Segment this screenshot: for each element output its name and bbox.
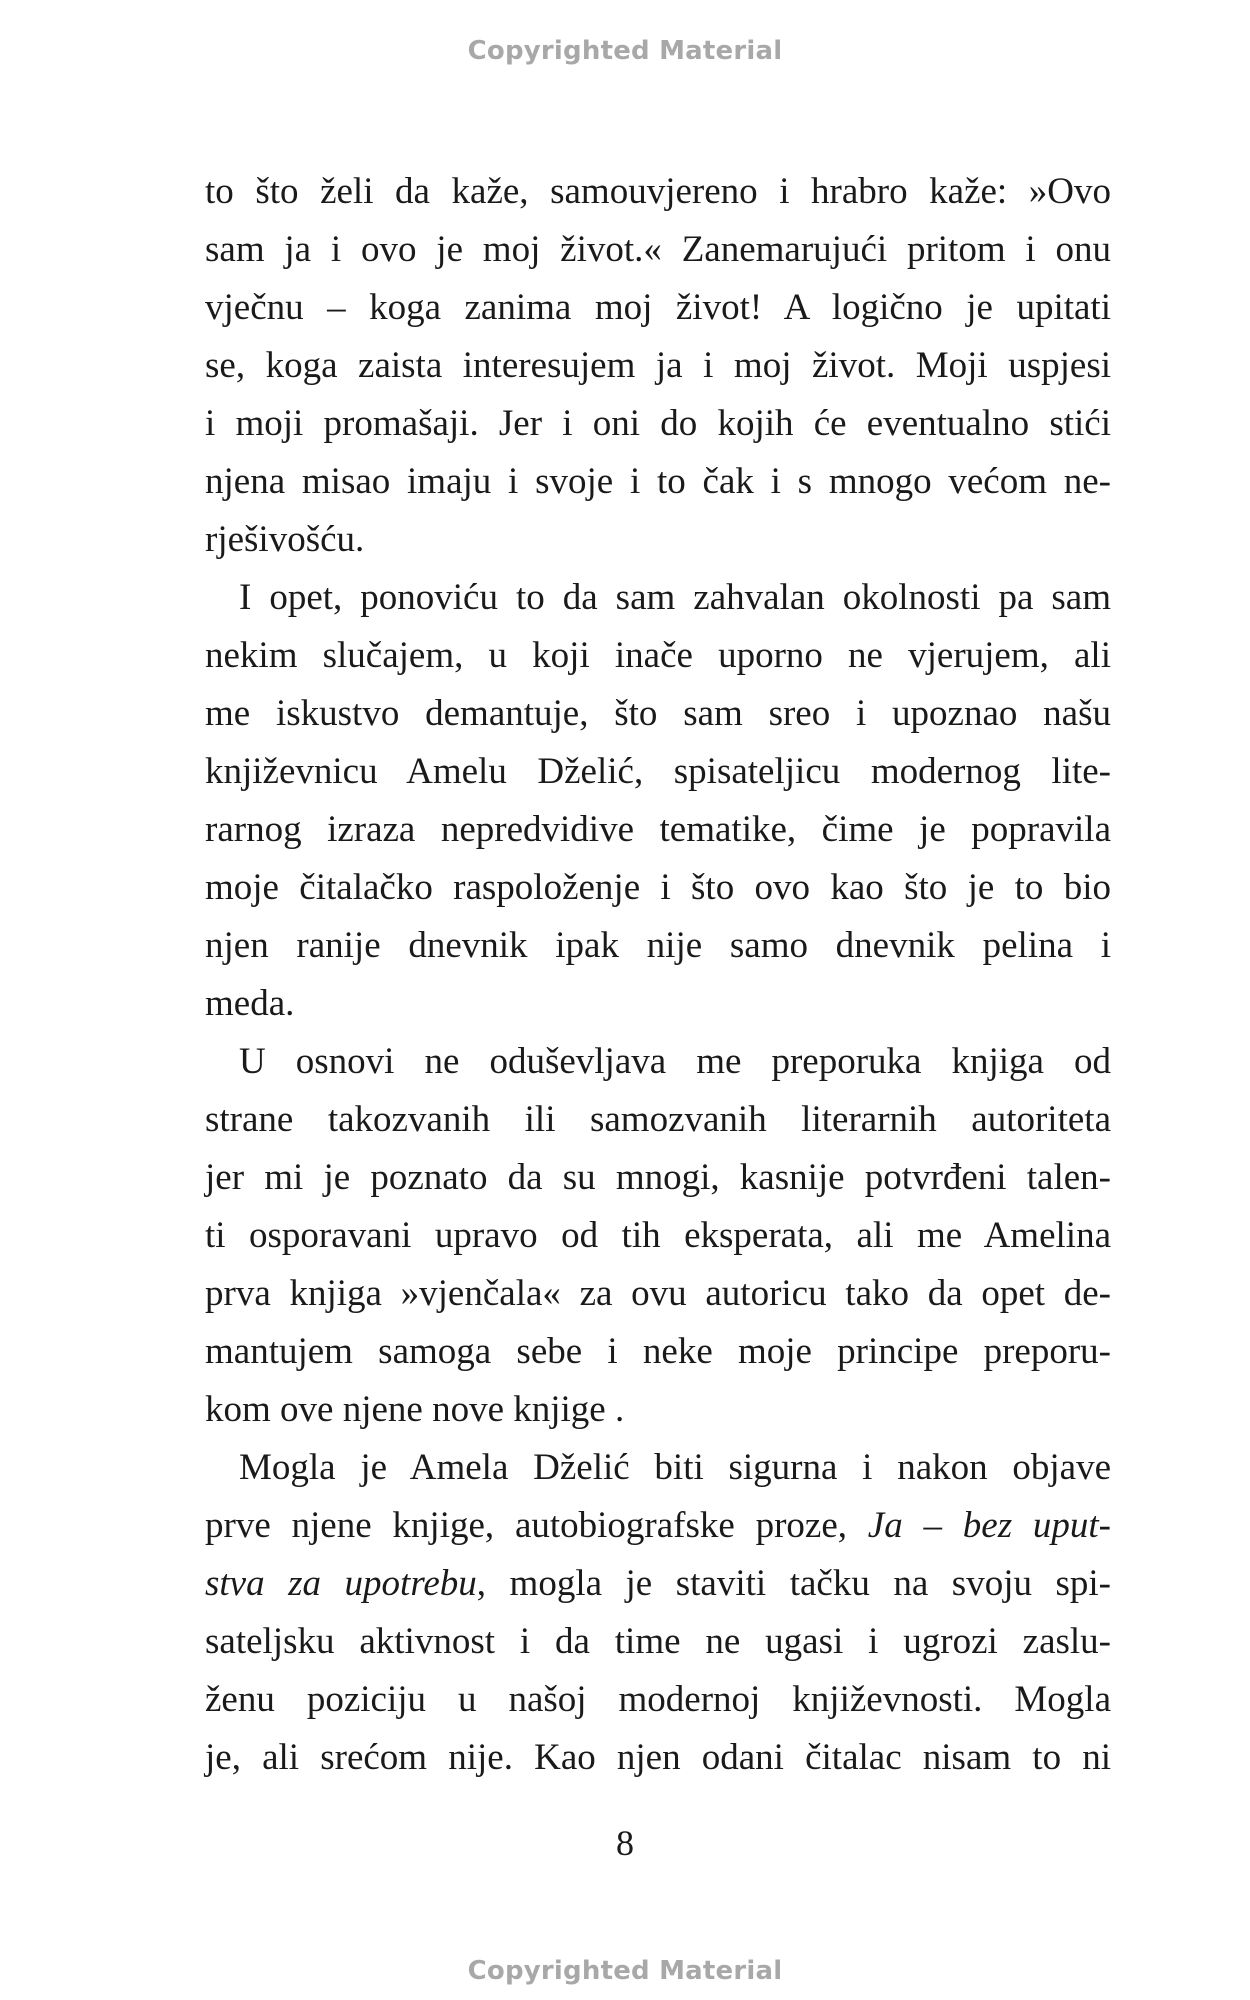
- text-line: se, koga zaista interesujem ja i moj život. Moji uspjesi: [205, 345, 1111, 386]
- text-line: ženu poziciju u našoj modernoj književnosti. Mogla: [205, 1679, 1111, 1720]
- text-line: to što želi da kaže, samouvjereno i hrabro kaže: »Ovo: [205, 171, 1111, 212]
- text-line: prva knjiga »vjenčala« za ovu autoricu tako da opet de-: [205, 1273, 1111, 1314]
- text-line: [205, 1555, 1111, 1613]
- text-fragment: , mogla je staviti tačku na svoju spi-: [476, 1563, 1111, 1604]
- text-line: rješivošću.: [205, 519, 365, 560]
- text-line: njena misao imaju i svoje i to čak i s mnogo većom ne-: [205, 461, 1111, 502]
- text-line: meda.: [205, 983, 295, 1024]
- book-page-text: [205, 163, 1111, 1787]
- text-line: je, ali srećom nije. Kao njen odani čitalac nisam to ni: [205, 1737, 1111, 1778]
- text-line: I opet, ponoviću to da sam zahvalan okolnosti pa sam: [239, 577, 1111, 618]
- text-line: strane takozvanih ili samozvanih literarnih autoriteta: [205, 1099, 1111, 1140]
- text-line: moje čitalačko raspoloženje i što ovo kao što je to bio: [205, 867, 1111, 908]
- copyright-watermark-bottom: Copyrighted Material: [467, 1956, 783, 1986]
- text-line: njen ranije dnevnik ipak nije samo dnevnik pelina i: [205, 925, 1111, 966]
- text-line: sateljsku aktivnost i da time ne ugasi i ugrozi zaslu-: [205, 1621, 1111, 1662]
- text-line: me iskustvo demantuje, što sam sreo i upoznao našu: [205, 693, 1111, 734]
- book-title-italic: stva za upotrebu: [205, 1563, 477, 1604]
- text-line: nekim slučajem, u koji inače uporno ne vjerujem, ali: [205, 635, 1111, 676]
- text-line: ti osporavani upravo od tih eksperata, ali me Amelina: [205, 1215, 1111, 1256]
- text-fragment: prve njene knjige, autobiografske proze,: [205, 1505, 848, 1546]
- text-line: mantujem samoga sebe i neke moje principe preporu-: [205, 1331, 1111, 1372]
- text-line: kom ove njene nove knjige .: [205, 1389, 625, 1430]
- copyright-watermark-top: Copyrighted Material: [467, 36, 783, 66]
- page-number: 8: [616, 1823, 634, 1863]
- text-line: vječnu – koga zanima moj život! A logično je upitati: [205, 287, 1111, 328]
- book-title-italic: Ja – bez uput-: [867, 1505, 1111, 1546]
- text-line: [205, 1497, 1111, 1555]
- text-line: U osnovi ne oduševljava me preporuka knjiga od: [239, 1041, 1111, 1082]
- text-line: i moji promašaji. Jer i oni do kojih će eventualno stići: [205, 403, 1111, 444]
- text-line: rarnog izraza nepredvidive tematike, čime je popravila: [205, 809, 1111, 850]
- text-line: jer mi je poznato da su mnogi, kasnije potvrđeni talen-: [205, 1157, 1111, 1198]
- text-line: književnicu Amelu Dželić, spisateljicu modernog lite-: [205, 751, 1111, 792]
- text-line: Mogla je Amela Dželić biti sigurna i nakon objave: [239, 1447, 1111, 1488]
- text-line: sam ja i ovo je moj život.« Zanemarujući pritom i onu: [205, 229, 1111, 270]
